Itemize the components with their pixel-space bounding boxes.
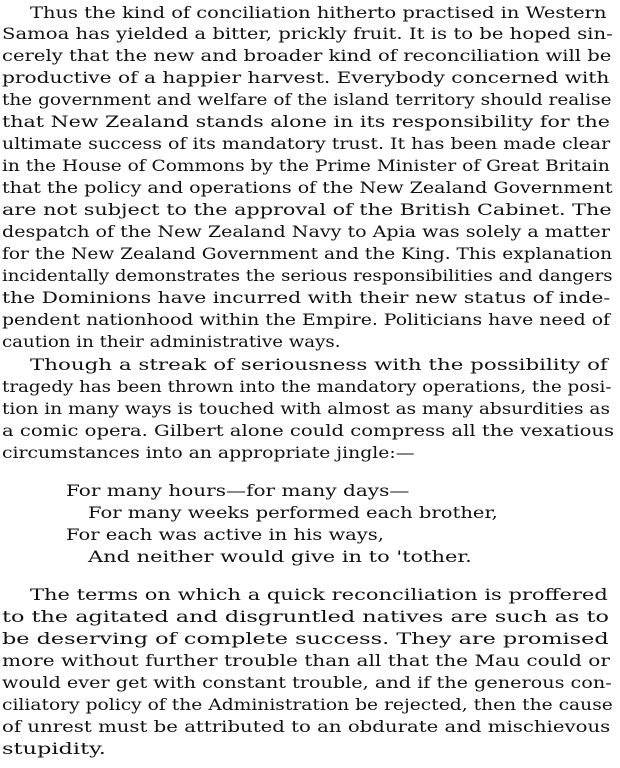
text-line: tion in many ways is touched with almost as many absurdities as (2, 399, 610, 418)
text-line: more without further trouble than all that the Mau could or (2, 651, 610, 670)
text-line: a comic opera. Gilbert alone could compress all the vexatious (2, 421, 615, 440)
text-line: be deserving of complete success. They are promised (2, 629, 609, 648)
text-line: circumstances into an appropriate jingle:— (2, 443, 415, 462)
text-line: cerely that the new and broader kind of reconciliation will be (2, 46, 612, 65)
text-line: despatch of the New Zealand Navy to Apia was solely a matter (2, 222, 610, 241)
text-line: incidentally demonstrates the serious responsibilities and dangers (2, 266, 613, 285)
text-line: the Dominions have incurred with their new status of inde- (2, 288, 611, 307)
text-line: productive of a happier harvest. Everybody concerned with (2, 68, 610, 87)
text-line: stupidity. (2, 739, 106, 758)
text-line: would ever get with constant trouble, and if the generous con- (2, 673, 612, 692)
text-line: the government and welfare of the island territory should realise (2, 90, 612, 109)
text-line: that New Zealand stands alone in its responsibility for the (2, 112, 610, 131)
text-line: Though a streak of seriousness with the possibility of (30, 355, 608, 374)
text-line: The terms on which a quick reconciliation is proffered (30, 585, 608, 604)
text-line: are not subject to the approval of the British Cabinet. The (2, 200, 612, 219)
text-line: Thus the kind of conciliation hitherto practised in Western (30, 3, 607, 22)
text-line: Samoa has yielded a bitter, prickly fruit. It is to be hoped sin- (2, 24, 613, 43)
verse-line: For each was active in his ways, (66, 525, 384, 544)
text-line: of unrest must be attributed to an obdurate and mischievous (2, 717, 611, 736)
verse-line: And neither would give in to 'tother. (88, 547, 472, 566)
text-line: to the agitated and disgruntled natives are such as to (2, 607, 609, 626)
text-line: for the New Zealand Government and the King. This explanation (2, 244, 613, 263)
text-line: tragedy has been thrown into the mandatory operations, the posi- (2, 377, 612, 396)
verse-line: For many weeks performed each brother, (88, 503, 498, 522)
text-line: ultimate success of its mandatory trust. It has been made clear (2, 134, 611, 153)
text-line: pendent nationhood within the Empire. Politicians have need of (2, 310, 610, 329)
text-line: that the policy and operations of the New Zealand Government (2, 178, 613, 197)
text-line: ciliatory policy of the Administration be rejected, then the cause (2, 695, 613, 714)
text-line: in the House of Commons by the Prime Minister of Great Britain (2, 156, 610, 175)
verse-line: For many hours—for many days— (66, 481, 410, 500)
text-line: caution in their administrative ways. (2, 332, 341, 351)
